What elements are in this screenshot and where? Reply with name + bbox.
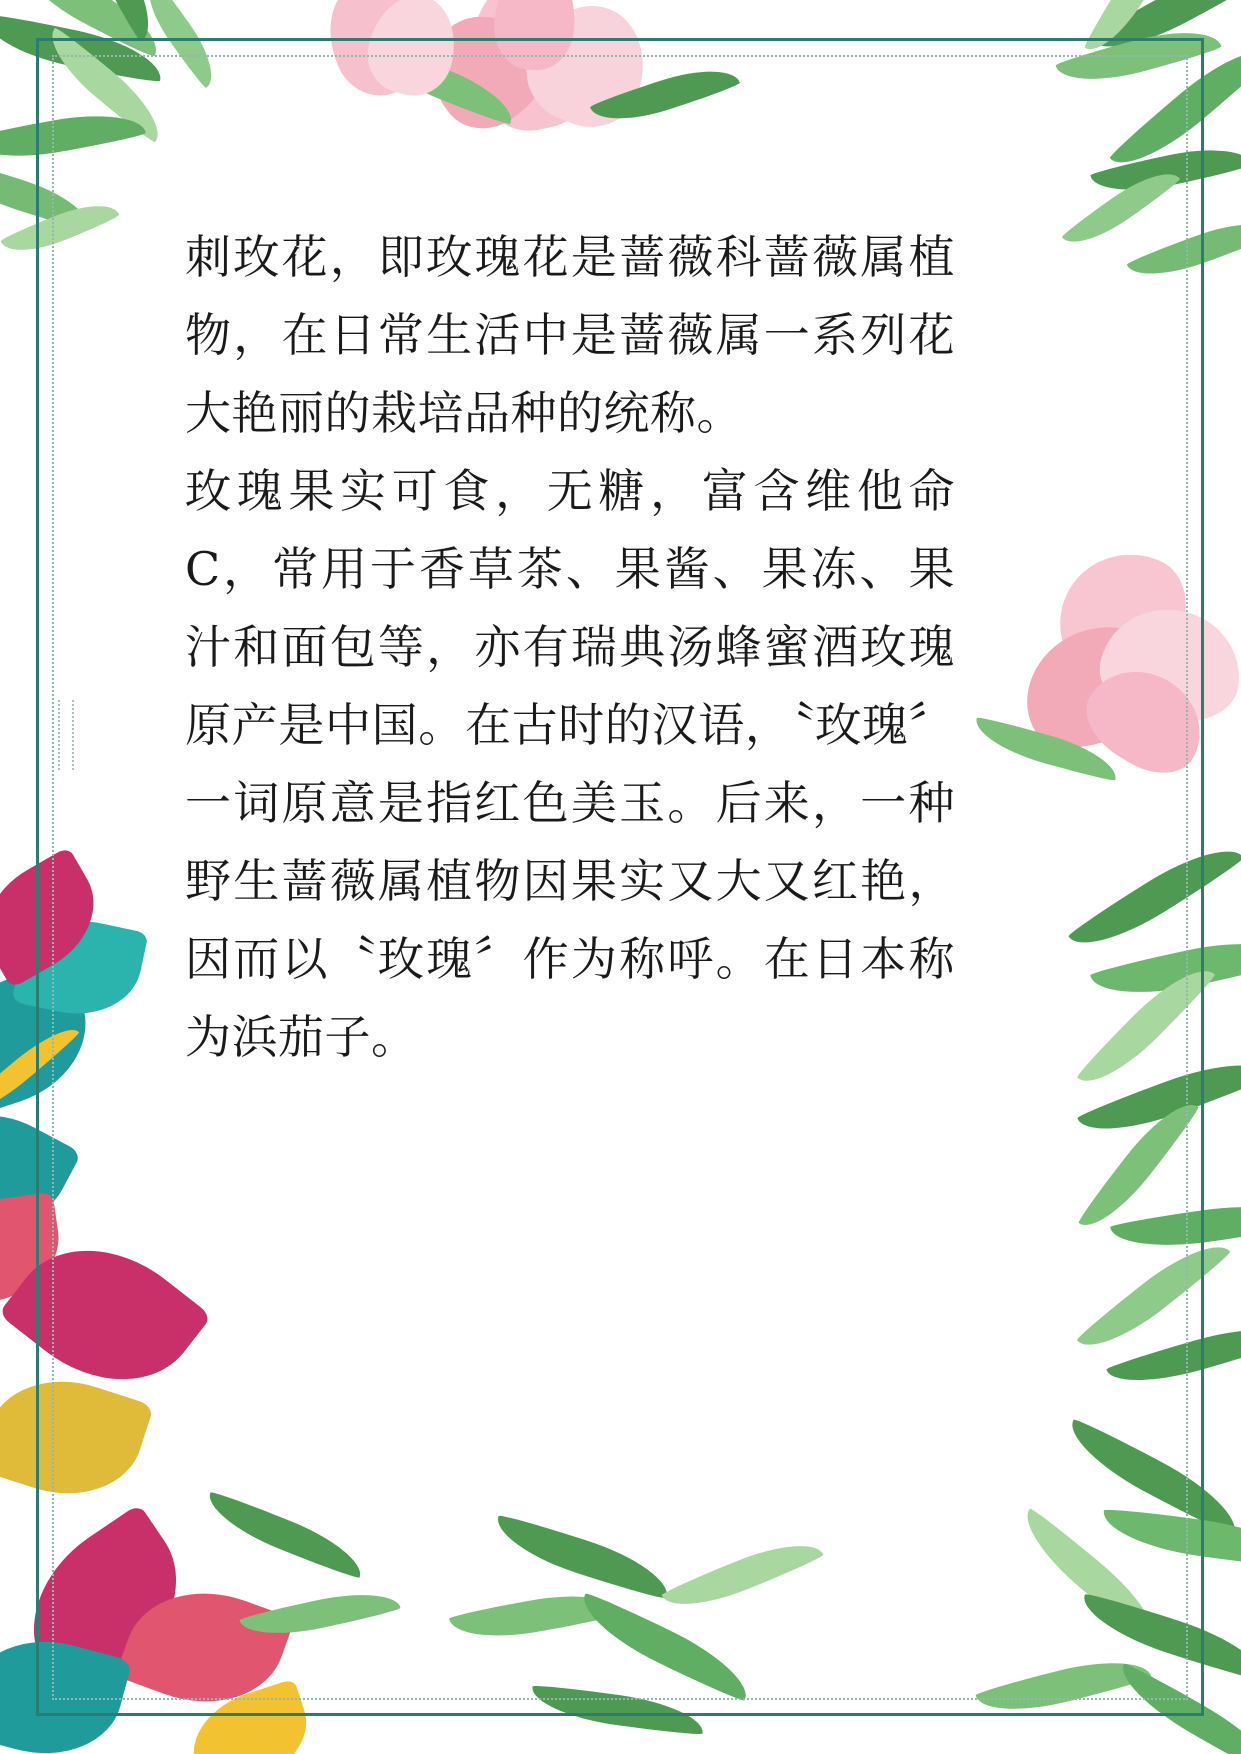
foliage-bottom-left [0, 1480, 410, 1754]
dotted-tick-left-2 [72, 700, 74, 770]
flower-top-center [410, 0, 710, 150]
foliage-right-lower [961, 880, 1241, 1400]
document-body [185, 218, 955, 1076]
paragraph-1: 刺玫花，即玫瑰花是蔷薇科蔷薇属植物，在日常生活中是蔷薇属一系列花大艳丽的栽培品种的统称。 [185, 230, 955, 440]
dotted-tick-left [58, 700, 60, 770]
foliage-top-right [921, 0, 1241, 310]
flower-right-middle [991, 520, 1241, 800]
flower-top-center-small [300, 0, 470, 100]
foliage-bottom-right [851, 1440, 1241, 1754]
paragraph-2: 玫瑰果实可食，无糖，富含维他命C，常用于香草茶、果酱、果冻、果汁和面包等，亦有瑞典汤蜂蜜酒玫瑰原产是中国。在古时的汉语，〝玫瑰〞一词原意是指红色美玉。后来，一种野生蔷薇属植物因果实又大又红艳，因而以〝玫瑰〞作为称呼。在日本称为浜茄子。 [185, 464, 955, 1064]
foliage-bottom-center [430, 1480, 850, 1754]
